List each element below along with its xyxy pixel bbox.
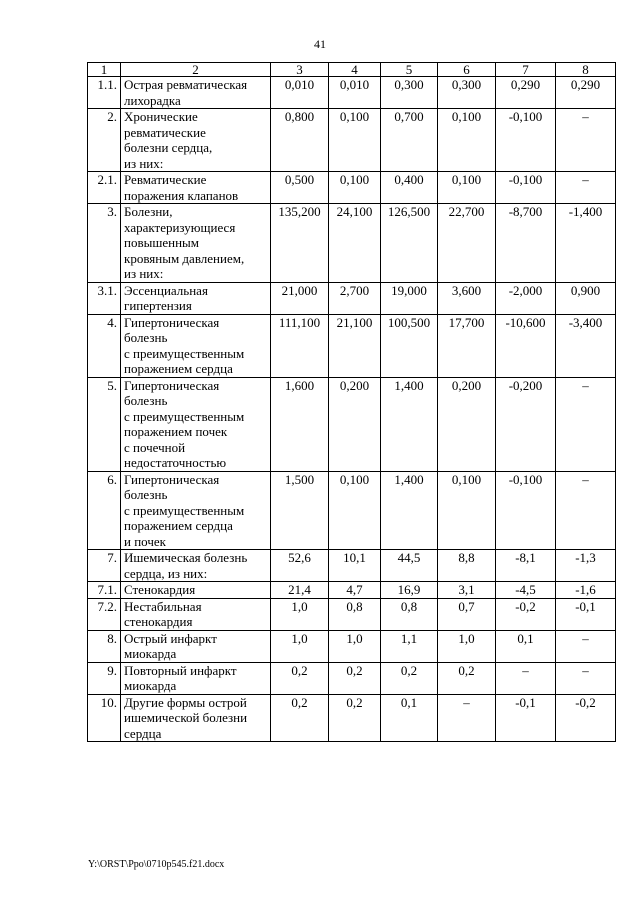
row-number: 8. bbox=[88, 630, 121, 662]
table-row bbox=[88, 172, 616, 204]
value-cell: 1,600 bbox=[271, 377, 329, 471]
value-cell: 1,1 bbox=[381, 630, 438, 662]
disease-name: Нестабильная стенокардия bbox=[121, 598, 271, 630]
value-cell: 3,1 bbox=[438, 582, 496, 599]
value-cell: 0,7 bbox=[438, 598, 496, 630]
table-row bbox=[88, 694, 616, 742]
table-row bbox=[88, 582, 616, 599]
value-cell: 0,200 bbox=[329, 377, 381, 471]
disease-name: Острая ревматическая лихорадка bbox=[121, 77, 271, 109]
value-cell: 0,300 bbox=[438, 77, 496, 109]
value-cell: -0,2 bbox=[556, 694, 616, 742]
value-cell: 0,290 bbox=[496, 77, 556, 109]
value-cell: -4,5 bbox=[496, 582, 556, 599]
value-cell: 0,800 bbox=[271, 109, 329, 172]
value-cell: -0,2 bbox=[496, 598, 556, 630]
value-cell: 0,100 bbox=[438, 172, 496, 204]
row-number: 5. bbox=[88, 377, 121, 471]
value-cell: 1,0 bbox=[329, 630, 381, 662]
value-cell: 1,400 bbox=[381, 471, 438, 550]
column-header: 5 bbox=[381, 63, 438, 77]
value-cell: -0,1 bbox=[556, 598, 616, 630]
value-cell: 0,500 bbox=[271, 172, 329, 204]
disease-name: Гипертоническая болезнь с преимущественным поражением почек с почечной недостаточностью bbox=[121, 377, 271, 471]
value-cell: -1,3 bbox=[556, 550, 616, 582]
value-cell: – bbox=[556, 630, 616, 662]
column-header: 4 bbox=[329, 63, 381, 77]
table-header-row bbox=[88, 63, 616, 77]
data-table bbox=[87, 62, 616, 742]
row-number: 3.1. bbox=[88, 282, 121, 314]
value-cell: 100,500 bbox=[381, 314, 438, 377]
value-cell: 0,2 bbox=[438, 662, 496, 694]
column-header: 6 bbox=[438, 63, 496, 77]
value-cell: – bbox=[556, 662, 616, 694]
value-cell: 2,700 bbox=[329, 282, 381, 314]
value-cell: -0,1 bbox=[496, 694, 556, 742]
value-cell: 0,700 bbox=[381, 109, 438, 172]
value-cell: -0,100 bbox=[496, 471, 556, 550]
value-cell: 10,1 bbox=[329, 550, 381, 582]
value-cell: 0,100 bbox=[329, 471, 381, 550]
row-number: 6. bbox=[88, 471, 121, 550]
value-cell: 44,5 bbox=[381, 550, 438, 582]
disease-name: Повторный инфаркт миокарда bbox=[121, 662, 271, 694]
value-cell: 0,8 bbox=[329, 598, 381, 630]
value-cell: 1,500 bbox=[271, 471, 329, 550]
value-cell: 21,100 bbox=[329, 314, 381, 377]
file-path-footer: Y:\ORST\Ppo\0710p545.f21.docx bbox=[88, 859, 225, 870]
value-cell: 0,1 bbox=[381, 694, 438, 742]
disease-name: Болезни, характеризующиеся повышенным кровяным давлением, из них: bbox=[121, 204, 271, 283]
value-cell: 21,000 bbox=[271, 282, 329, 314]
table-row bbox=[88, 314, 616, 377]
value-cell: -2,000 bbox=[496, 282, 556, 314]
row-number: 4. bbox=[88, 314, 121, 377]
value-cell: 0,2 bbox=[329, 662, 381, 694]
disease-name: Ишемическая болезнь сердца, из них: bbox=[121, 550, 271, 582]
row-number: 7.1. bbox=[88, 582, 121, 599]
value-cell: 0,010 bbox=[271, 77, 329, 109]
value-cell: 0,2 bbox=[381, 662, 438, 694]
value-cell: 0,290 bbox=[556, 77, 616, 109]
value-cell: 0,8 bbox=[381, 598, 438, 630]
value-cell: 3,600 bbox=[438, 282, 496, 314]
table-row bbox=[88, 204, 616, 283]
value-cell: – bbox=[556, 377, 616, 471]
row-number: 2.1. bbox=[88, 172, 121, 204]
value-cell: -1,6 bbox=[556, 582, 616, 599]
value-cell: 111,100 bbox=[271, 314, 329, 377]
value-cell: 1,400 bbox=[381, 377, 438, 471]
disease-name: Острый инфаркт миокарда bbox=[121, 630, 271, 662]
value-cell: -0,200 bbox=[496, 377, 556, 471]
value-cell: 0,1 bbox=[496, 630, 556, 662]
disease-name: Эссенциальная гипертензия bbox=[121, 282, 271, 314]
value-cell: -8,1 bbox=[496, 550, 556, 582]
value-cell: 0,400 bbox=[381, 172, 438, 204]
value-cell: 0,2 bbox=[271, 662, 329, 694]
column-header: 7 bbox=[496, 63, 556, 77]
page-number: 41 bbox=[314, 37, 326, 51]
value-cell: – bbox=[438, 694, 496, 742]
value-cell: 0,100 bbox=[438, 109, 496, 172]
row-number: 2. bbox=[88, 109, 121, 172]
column-header: 3 bbox=[271, 63, 329, 77]
value-cell: 52,6 bbox=[271, 550, 329, 582]
value-cell: -3,400 bbox=[556, 314, 616, 377]
column-header: 8 bbox=[556, 63, 616, 77]
value-cell: 17,700 bbox=[438, 314, 496, 377]
value-cell: – bbox=[496, 662, 556, 694]
value-cell: 16,9 bbox=[381, 582, 438, 599]
disease-name: Гипертоническая болезнь с преимущественным поражением сердца bbox=[121, 314, 271, 377]
disease-name: Ревматические поражения клапанов bbox=[121, 172, 271, 204]
table-row bbox=[88, 630, 616, 662]
table-row bbox=[88, 77, 616, 109]
row-number: 10. bbox=[88, 694, 121, 742]
value-cell: 0,900 bbox=[556, 282, 616, 314]
value-cell: – bbox=[556, 172, 616, 204]
value-cell: 8,8 bbox=[438, 550, 496, 582]
value-cell: 22,700 bbox=[438, 204, 496, 283]
table-row bbox=[88, 282, 616, 314]
value-cell: 135,200 bbox=[271, 204, 329, 283]
value-cell: 1,0 bbox=[438, 630, 496, 662]
value-cell: 0,010 bbox=[329, 77, 381, 109]
value-cell: 0,2 bbox=[271, 694, 329, 742]
value-cell: -0,100 bbox=[496, 172, 556, 204]
value-cell: -0,100 bbox=[496, 109, 556, 172]
value-cell: – bbox=[556, 109, 616, 172]
table-row bbox=[88, 377, 616, 471]
table-row bbox=[88, 471, 616, 550]
row-number: 7.2. bbox=[88, 598, 121, 630]
disease-name: Другие формы острой ишемической болезни сердца bbox=[121, 694, 271, 742]
value-cell: 126,500 bbox=[381, 204, 438, 283]
value-cell: 1,0 bbox=[271, 598, 329, 630]
disease-name: Хронические ревматические болезни сердца, из них: bbox=[121, 109, 271, 172]
value-cell: 0,2 bbox=[329, 694, 381, 742]
row-number: 7. bbox=[88, 550, 121, 582]
value-cell: -1,400 bbox=[556, 204, 616, 283]
disease-name: Гипертоническая болезнь с преимущественным поражением сердца и почек bbox=[121, 471, 271, 550]
column-header: 2 bbox=[121, 63, 271, 77]
value-cell: -10,600 bbox=[496, 314, 556, 377]
table-row bbox=[88, 662, 616, 694]
value-cell: 0,300 bbox=[381, 77, 438, 109]
value-cell: 19,000 bbox=[381, 282, 438, 314]
row-number: 9. bbox=[88, 662, 121, 694]
disease-name: Стенокардия bbox=[121, 582, 271, 599]
value-cell: 1,0 bbox=[271, 630, 329, 662]
column-header: 1 bbox=[88, 63, 121, 77]
table-row bbox=[88, 109, 616, 172]
value-cell: 0,200 bbox=[438, 377, 496, 471]
value-cell: 0,100 bbox=[438, 471, 496, 550]
value-cell: -8,700 bbox=[496, 204, 556, 283]
value-cell: 24,100 bbox=[329, 204, 381, 283]
value-cell: 0,100 bbox=[329, 172, 381, 204]
value-cell: 4,7 bbox=[329, 582, 381, 599]
row-number: 3. bbox=[88, 204, 121, 283]
table-row bbox=[88, 598, 616, 630]
table-row bbox=[88, 550, 616, 582]
value-cell: 21,4 bbox=[271, 582, 329, 599]
row-number: 1.1. bbox=[88, 77, 121, 109]
value-cell: 0,100 bbox=[329, 109, 381, 172]
value-cell: – bbox=[556, 471, 616, 550]
